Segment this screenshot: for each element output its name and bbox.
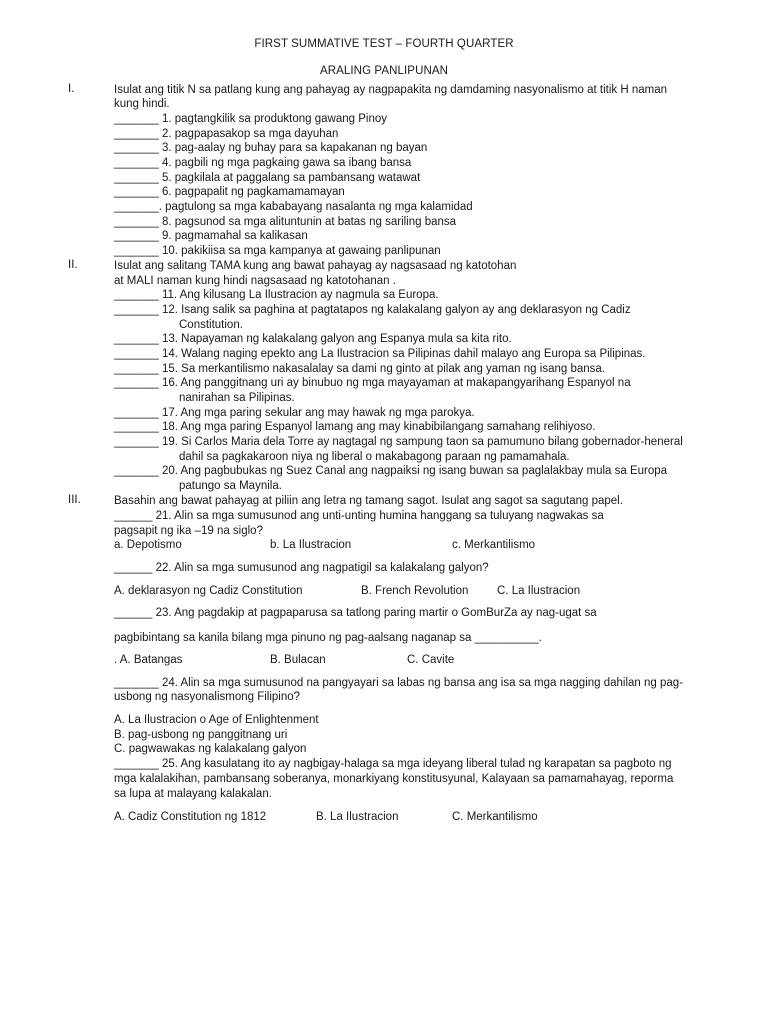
item-13: _______ 13. Napayaman ng kalakalang galyon ang Espanya mula sa kita rito. <box>114 333 512 345</box>
q23-choice-c: C. Cavite <box>407 654 455 666</box>
question-25: _______ 25. Ang kasulatang ito ay nagbigay-halaga sa mga ideyang liberal tulad ng karapatan sa pagboto ng <box>114 758 672 770</box>
section-2-instruction-cont: at MALI naman kung hindi nagsasaad ng katotohanan . <box>114 275 396 287</box>
item-18: _______ 18. Ang mga paring Espanyol lamang ang may kinabibilangang samahang relihiyoso. <box>114 421 596 433</box>
item-3: _______ 3. pag-aalay ng buhay para sa kapakanan ng bayan <box>114 142 428 154</box>
question-25-cont-2: sa lupa at malayang kalakalan. <box>114 788 272 800</box>
item-7: _______. pagtulong sa mga kababayang nasalanta ng mga kalamidad <box>114 201 473 213</box>
section-1-instruction-cont: kung hindi. <box>114 98 170 110</box>
section-2-instruction: Isulat ang salitang TAMA kung ang bawat pahayag ay nagsasaad ng katotohan <box>114 260 517 272</box>
question-24-cont: usbong ng nasyonalismong Filipino? <box>114 691 301 703</box>
q24-choice-a: A. La Ilustracion o Age of Enlightenment <box>114 714 319 726</box>
item-17: _______ 17. Ang mga paring sekular ang may hawak ng mga parokya. <box>114 407 475 419</box>
q22-choice-c: C. La Ilustracion <box>497 585 581 597</box>
section-1-numeral: I. <box>68 83 75 95</box>
item-19-cont: dahil sa pagkakaroon niya ng liberal o makabagong paraan ng pamamahala. <box>179 451 570 463</box>
q25-choice-a: A. Cadiz Constitution ng 1812 <box>114 811 267 823</box>
section-3-numeral: III. <box>68 494 81 506</box>
item-8: _______ 8. pagsunod sa mga alituntunin at batas ng sariling bansa <box>114 216 457 228</box>
item-15: _______ 15. Sa merkantilismo nakasalalay sa dami ng ginto at pilak ang yaman ng isang bansa. <box>114 363 605 375</box>
item-11: _______ 11. Ang kilusang La Ilustracion ay nagmula sa Europa. <box>114 289 439 301</box>
q25-choice-c: C. Merkantilismo <box>452 811 538 823</box>
item-12: _______ 12. Isang salik sa paghina at pagtatapos ng kalakalang galyon ay ang deklarasyon ng Cadiz <box>114 304 631 316</box>
q24-choice-b: B. pag-usbong ng panggitnang uri <box>114 729 288 741</box>
question-22: ______ 22. Alin sa mga sumusunod ang nagpatigil sa kalakalang galyon? <box>114 562 489 574</box>
test-title: FIRST SUMMATIVE TEST – FOURTH QUARTER <box>254 38 514 50</box>
item-19: _______ 19. Si Carlos Maria dela Torre ay nagtagal ng sampung taon sa pamumuno bilang gobernador-heneral <box>114 436 683 448</box>
q21-choice-c: c. Merkantilismo <box>452 539 536 551</box>
section-2-numeral: II. <box>68 259 78 271</box>
q23-choice-b: B. Bulacan <box>270 654 326 666</box>
section-1-instruction: Isulat ang titik N sa patlang kung ang pahayag ay nagpapakita ng damdaming nasyonalismo at titik H naman <box>114 84 667 96</box>
item-20-cont: patungo sa Maynila. <box>179 480 282 492</box>
q21-choice-b: b. La Ilustracion <box>270 539 352 551</box>
item-4: _______ 4. pagbili ng mga pagkaing gawa sa ibang bansa <box>114 157 412 169</box>
item-6: _______ 6. pagpapalit ng pagkamamamayan <box>114 186 345 198</box>
q25-choice-b: B. La Ilustracion <box>316 811 399 823</box>
question-23: ______ 23. Ang pagdakip at pagpaparusa sa tatlong paring martir o GomBurZa ay nag-ugat sa <box>114 607 597 619</box>
item-2: _______ 2. pagpapasakop sa mga dayuhan <box>114 128 339 140</box>
q22-choice-a: A. deklarasyon ng Cadiz Constitution <box>114 585 303 597</box>
item-16: _______ 16. Ang panggitnang uri ay binubuo ng mga mayayaman at makapangyarihang Espanyol na <box>114 377 631 389</box>
item-14: _______ 14. Walang naging epekto ang La Ilustracion sa Pilipinas dahil malayo ang Europa sa Pilipinas. <box>114 348 646 360</box>
item-12-cont: Constitution. <box>179 319 243 331</box>
item-5: _______ 5. pagkilala at paggalang sa pambansang watawat <box>114 172 421 184</box>
item-16-cont: nanirahan sa Pilipinas. <box>179 392 295 404</box>
q21-choice-a: a. Depotismo <box>114 539 182 551</box>
question-25-cont: mga kalalakihan, pambansang soberanya, monarkiyang konstitusyunal, Kalayaan sa pamamahayag, reporma <box>114 773 674 785</box>
item-20: _______ 20. Ang pagbubukas ng Suez Canal ang nagpaiksi ng isang buwan sa paglalakbay mula sa Europa <box>114 465 668 477</box>
q23-choice-a: . A. Batangas <box>114 654 183 666</box>
section-3-instruction: Basahin ang bawat pahayag at piliin ang letra ng tamang sagot. Isulat ang sagot sa sagutang papel. <box>114 495 623 507</box>
question-24: _______ 24. Alin sa mga sumusunod na pangyayari sa labas ng bansa ang isa sa mga nagging dahilan ng pag- <box>114 677 684 689</box>
question-21: ______ 21. Alin sa mga sumusunod ang unti-unting humina hanggang sa tuluyang nagwakas sa <box>114 510 604 522</box>
q22-choice-b: B. French Revolution <box>361 585 469 597</box>
item-9: _______ 9. pagmamahal sa kalikasan <box>114 230 308 242</box>
q24-choice-c: C. pagwawakas ng kalakalang galyon <box>114 743 307 755</box>
question-23-cont: pagbibintang sa kanila bilang mga pinuno ng pag-aalsang naganap sa __________. <box>114 632 542 644</box>
subject-title: ARALING PANLIPUNAN <box>319 65 449 77</box>
item-1: _______ 1. pagtangkilik sa produktong gawang Pinoy <box>114 113 388 125</box>
item-10: _______ 10. pakikiisa sa mga kampanya at gawaing panlipunan <box>114 245 441 257</box>
question-21-cont: pagsapit ng ika –19 na siglo? <box>114 525 263 537</box>
